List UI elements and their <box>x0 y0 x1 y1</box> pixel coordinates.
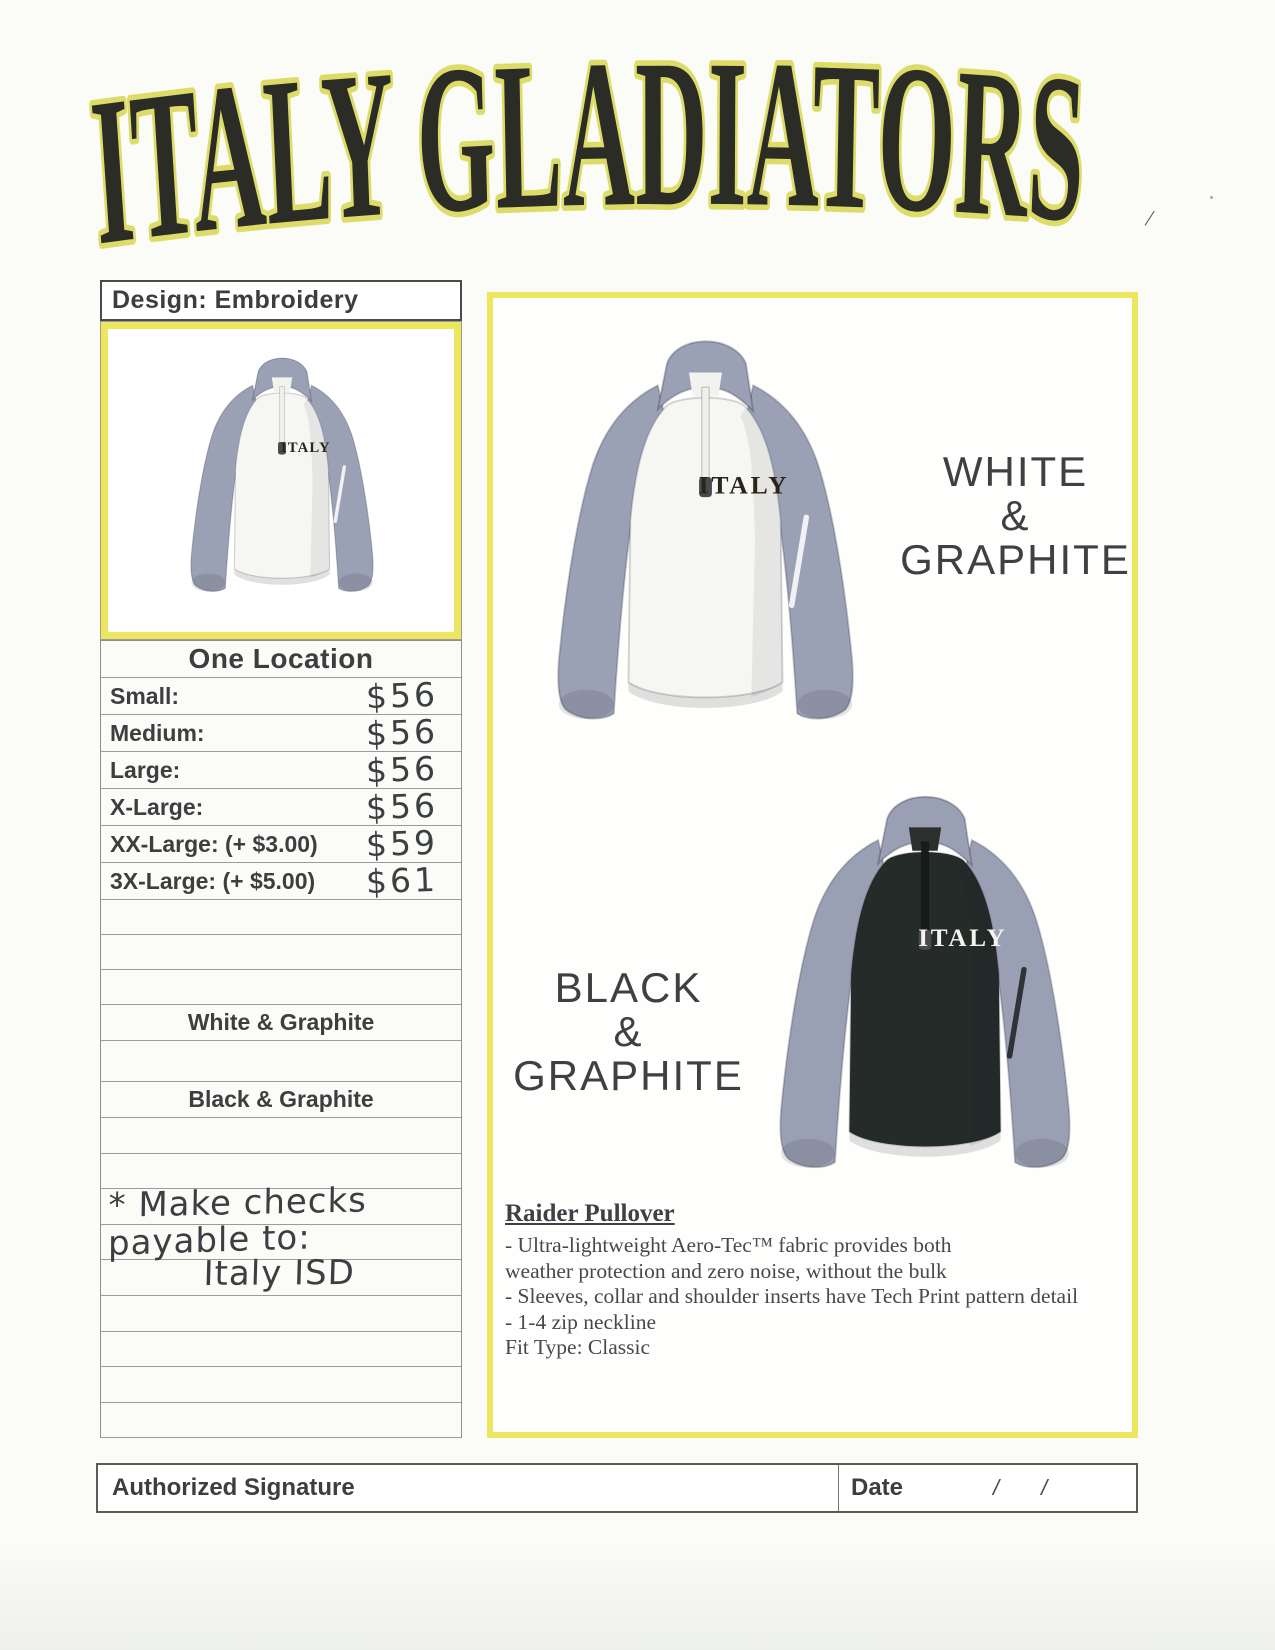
jacket-logo-text: ITALY <box>918 925 1008 953</box>
description-line: - Ultra-lightweight Aero-Tec™ fabric provides both <box>505 1233 952 1257</box>
white-graphite-jacket-image <box>513 303 898 761</box>
title-text: ITALY GLADIATORS <box>85 15 1118 290</box>
size-label: Small: <box>110 682 180 709</box>
handwritten-price: $56 <box>365 785 439 827</box>
black-graphite-jacket-image <box>736 750 1114 1218</box>
handwritten-price: $56 <box>365 674 439 716</box>
authorized-signature-field <box>98 1465 838 1511</box>
size-label: X-Large: <box>110 793 204 820</box>
table-row-xlarge <box>101 785 461 827</box>
price-table-header-label: One Location <box>188 643 374 674</box>
design-header-label: Design: Embroidery <box>112 286 359 314</box>
handwritten-price: $59 <box>365 822 439 864</box>
handwritten-price: $56 <box>365 748 439 790</box>
date-separator: / <box>993 1475 1000 1500</box>
product-description <box>505 1200 1130 1361</box>
label-line: BLACK <box>554 964 703 1011</box>
handwritten-note <box>107 1180 478 1296</box>
jacket-logo-text: ITALY <box>280 440 331 457</box>
svg-text:ITALY GLADIATORS <box>85 15 1118 290</box>
size-label: Large: <box>110 756 181 783</box>
white-graphite-label <box>893 450 1138 582</box>
empty-row <box>101 1041 461 1082</box>
table-row-large <box>101 748 461 790</box>
yellow-photo-border <box>101 322 461 639</box>
authorized-signature-label: Authorized Signature <box>112 1474 355 1501</box>
label-line: & <box>1000 492 1031 539</box>
size-label: Medium: <box>110 719 205 746</box>
size-label: 3X-Large: (+ $5.00) <box>110 867 316 894</box>
handwritten-price: $56 <box>365 711 439 753</box>
empty-row <box>101 1332 461 1368</box>
empty-row <box>101 900 461 935</box>
description-line: Fit Type: Classic <box>505 1335 651 1359</box>
description-line: - Sleeves, collar and shoulder inserts have Tech Print pattern detail <box>505 1284 1079 1308</box>
date-field <box>838 1465 1136 1511</box>
black-graphite-label <box>506 966 751 1098</box>
pen-mark-artifact: / <box>1143 205 1156 233</box>
empty-row <box>101 1118 461 1154</box>
handwritten-note-line: * Make checks <box>108 1180 368 1226</box>
price-table-header <box>101 641 461 678</box>
description-line: weather protection and zero noise, without the bulk <box>505 1258 947 1283</box>
table-row-medium <box>101 711 461 753</box>
empty-row <box>101 1296 461 1332</box>
label-line: WHITE <box>942 448 1089 495</box>
table-row-3xlarge <box>101 859 461 901</box>
table-row-small <box>101 674 461 716</box>
design-header <box>100 280 462 321</box>
design-photo-box <box>100 321 462 640</box>
size-label: XX-Large: (+ $3.00) <box>110 830 318 857</box>
product-description-title: Raider Pullover <box>505 1200 675 1227</box>
label-line: & <box>613 1008 644 1055</box>
description-line: - 1-4 zip neckline <box>505 1309 657 1334</box>
label-line: GRAPHITE <box>513 1052 744 1099</box>
empty-row <box>101 935 461 970</box>
table-row-xxlarge <box>101 822 461 864</box>
color-option-label: White & Graphite <box>187 1009 375 1035</box>
scan-edge-shading <box>0 1540 1275 1650</box>
date-separator: / <box>1041 1475 1048 1500</box>
date-label: Date <box>851 1474 904 1501</box>
empty-row <box>101 970 461 1005</box>
product-panel <box>487 292 1138 1438</box>
empty-row <box>101 1403 461 1439</box>
handwritten-note-line: payable to: <box>107 1217 311 1264</box>
signature-date-bar <box>96 1463 1138 1513</box>
handwritten-note-line: Italy ISD <box>202 1252 356 1294</box>
team-wordart-title <box>85 15 1118 290</box>
price-table <box>100 640 462 1438</box>
color-option-row-black <box>101 1082 461 1118</box>
scan-speck <box>1210 196 1213 199</box>
handwritten-price: $61 <box>365 859 439 901</box>
label-line: GRAPHITE <box>900 536 1131 583</box>
color-option-label: Black & Graphite <box>188 1086 374 1112</box>
jacket-logo-text: ITALY <box>698 470 790 500</box>
empty-row <box>101 1367 461 1403</box>
color-option-row-white <box>101 1005 461 1041</box>
